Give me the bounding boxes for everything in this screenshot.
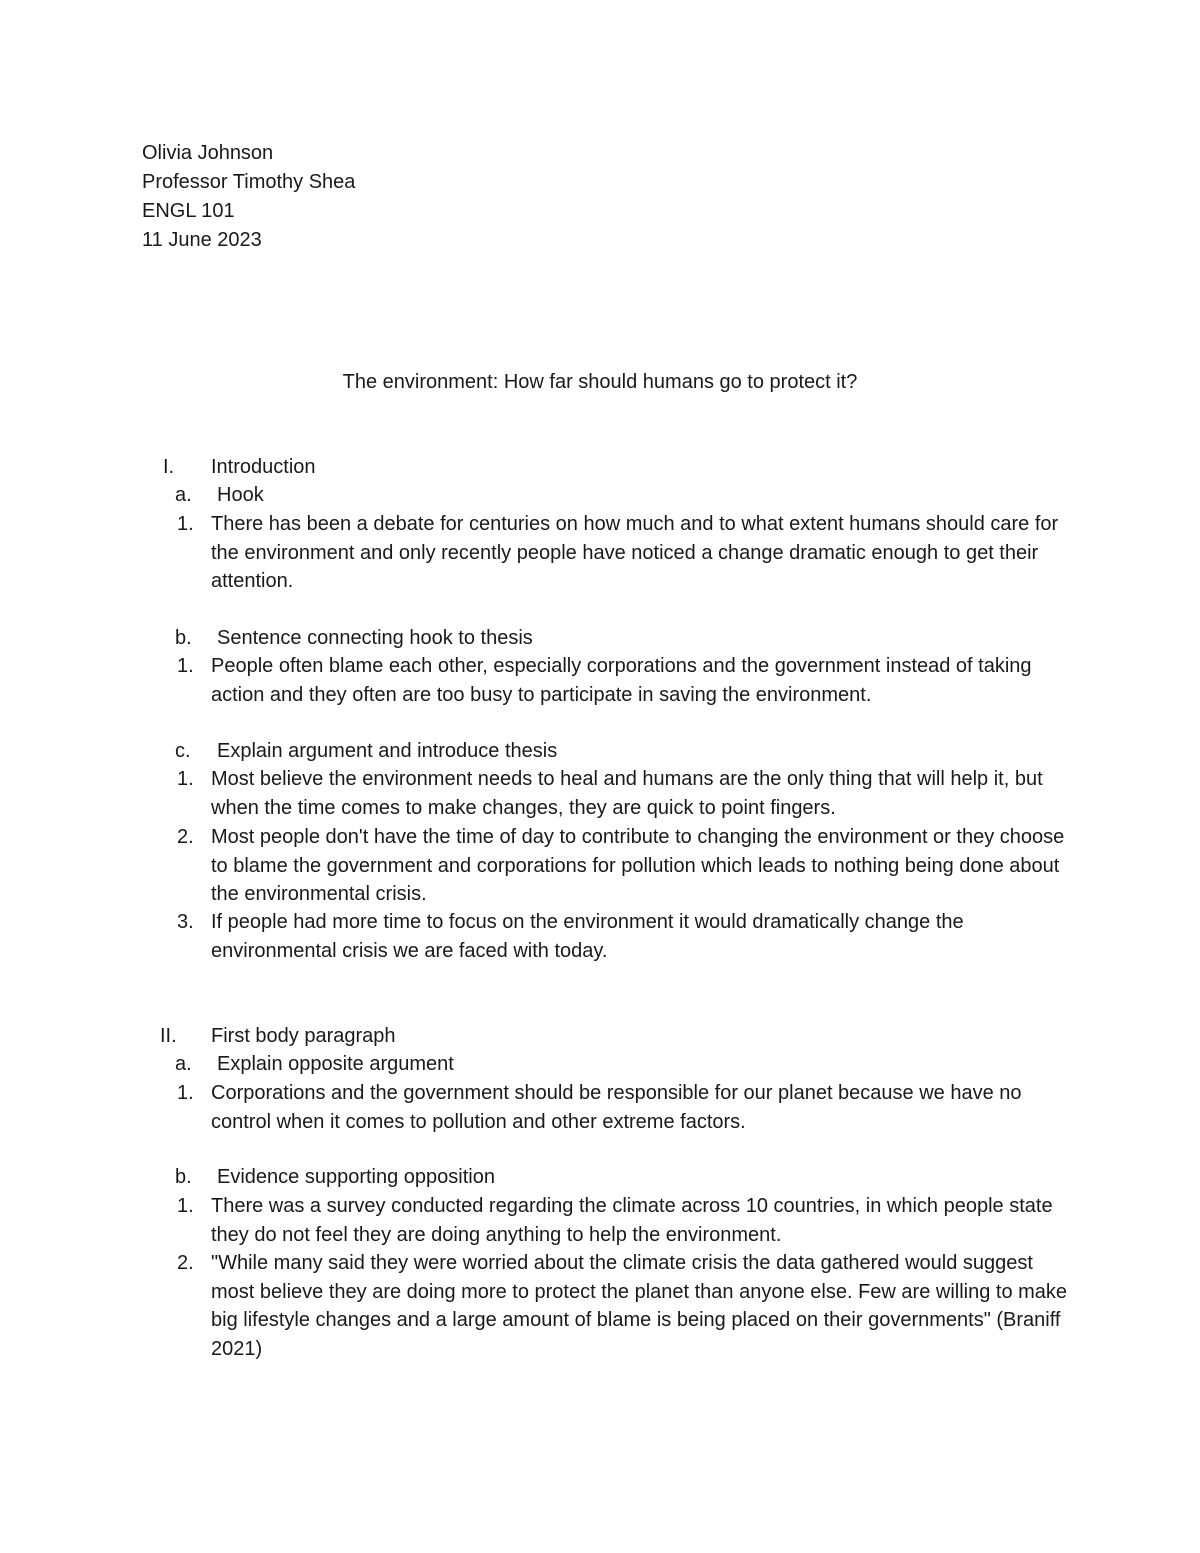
point-marker: 3. <box>177 911 194 933</box>
point-marker: 2. <box>177 1252 194 1274</box>
point-text: People often blame each other, especially corporations and the government instead of taking action and they often are too busy to participate in saving the environment. <box>211 655 1032 706</box>
point-text: There has been a debate for centuries on how much and to what extent humans should care for the environment and only recently people have noticed a change dramatic enough to get their attention. <box>211 513 1059 593</box>
subsection-marker: b. <box>175 1166 192 1188</box>
section-heading: First body paragraph <box>211 1025 396 1047</box>
instructor-name: Professor Timothy Shea <box>142 171 356 193</box>
point-text: If people had more time to focus on the environment it would dramatically change the environmental crisis we are faced with today. <box>211 911 964 962</box>
point-marker: 1. <box>177 1195 194 1217</box>
point-text: Most people don't have the time of day to contribute to changing the environment or they choose to blame the government and corporations for pollution which leads to nothing being done about the environmental crisis. <box>211 826 1065 906</box>
point-marker: 2. <box>177 826 194 848</box>
point-marker: 1. <box>177 1082 194 1104</box>
point-marker: 1. <box>177 768 194 790</box>
subsection-label: Evidence supporting opposition <box>217 1166 495 1188</box>
subsection-marker: c. <box>175 740 191 762</box>
author-name: Olivia Johnson <box>142 142 274 164</box>
document-title: The environment: How far should humans go to protect it? <box>342 371 858 393</box>
point-text: Most believe the environment needs to heal and humans are the only thing that will help it, but when the time comes to make changes, they are quick to point fingers. <box>211 768 1043 819</box>
document-date: 11 June 2023 <box>142 229 262 251</box>
subsection-label: Explain opposite argument <box>217 1053 454 1075</box>
point-text: "While many said they were worried about the climate crisis the data gathered would suggest most believe they are doing more to protect the planet than anyone else. Few are willing to make big lifestyle changes and a large amount of blame is being placed on their governments" (Braniff 2021) <box>211 1252 1068 1360</box>
subsection-label: Hook <box>217 484 264 506</box>
subsection-marker: a. <box>175 484 192 506</box>
subsection-marker: b. <box>175 627 192 649</box>
subsection-label: Sentence connecting hook to thesis <box>217 627 533 649</box>
course-code: ENGL 101 <box>142 200 235 222</box>
point-text: Corporations and the government should be responsible for our planet because we have no control when it comes to pollution and other extreme factors. <box>211 1082 1022 1133</box>
point-text: There was a survey conducted regarding the climate across 10 countries, in which people state they do not feel they are doing anything to help the environment. <box>211 1195 1053 1246</box>
point-marker: 1. <box>177 655 194 677</box>
point-marker: 1. <box>177 513 194 535</box>
section-marker: II. <box>160 1025 177 1047</box>
subsection-label: Explain argument and introduce thesis <box>217 740 558 762</box>
subsection-marker: a. <box>175 1053 192 1075</box>
section-heading: Introduction <box>211 456 316 478</box>
section-marker: I. <box>163 456 175 478</box>
